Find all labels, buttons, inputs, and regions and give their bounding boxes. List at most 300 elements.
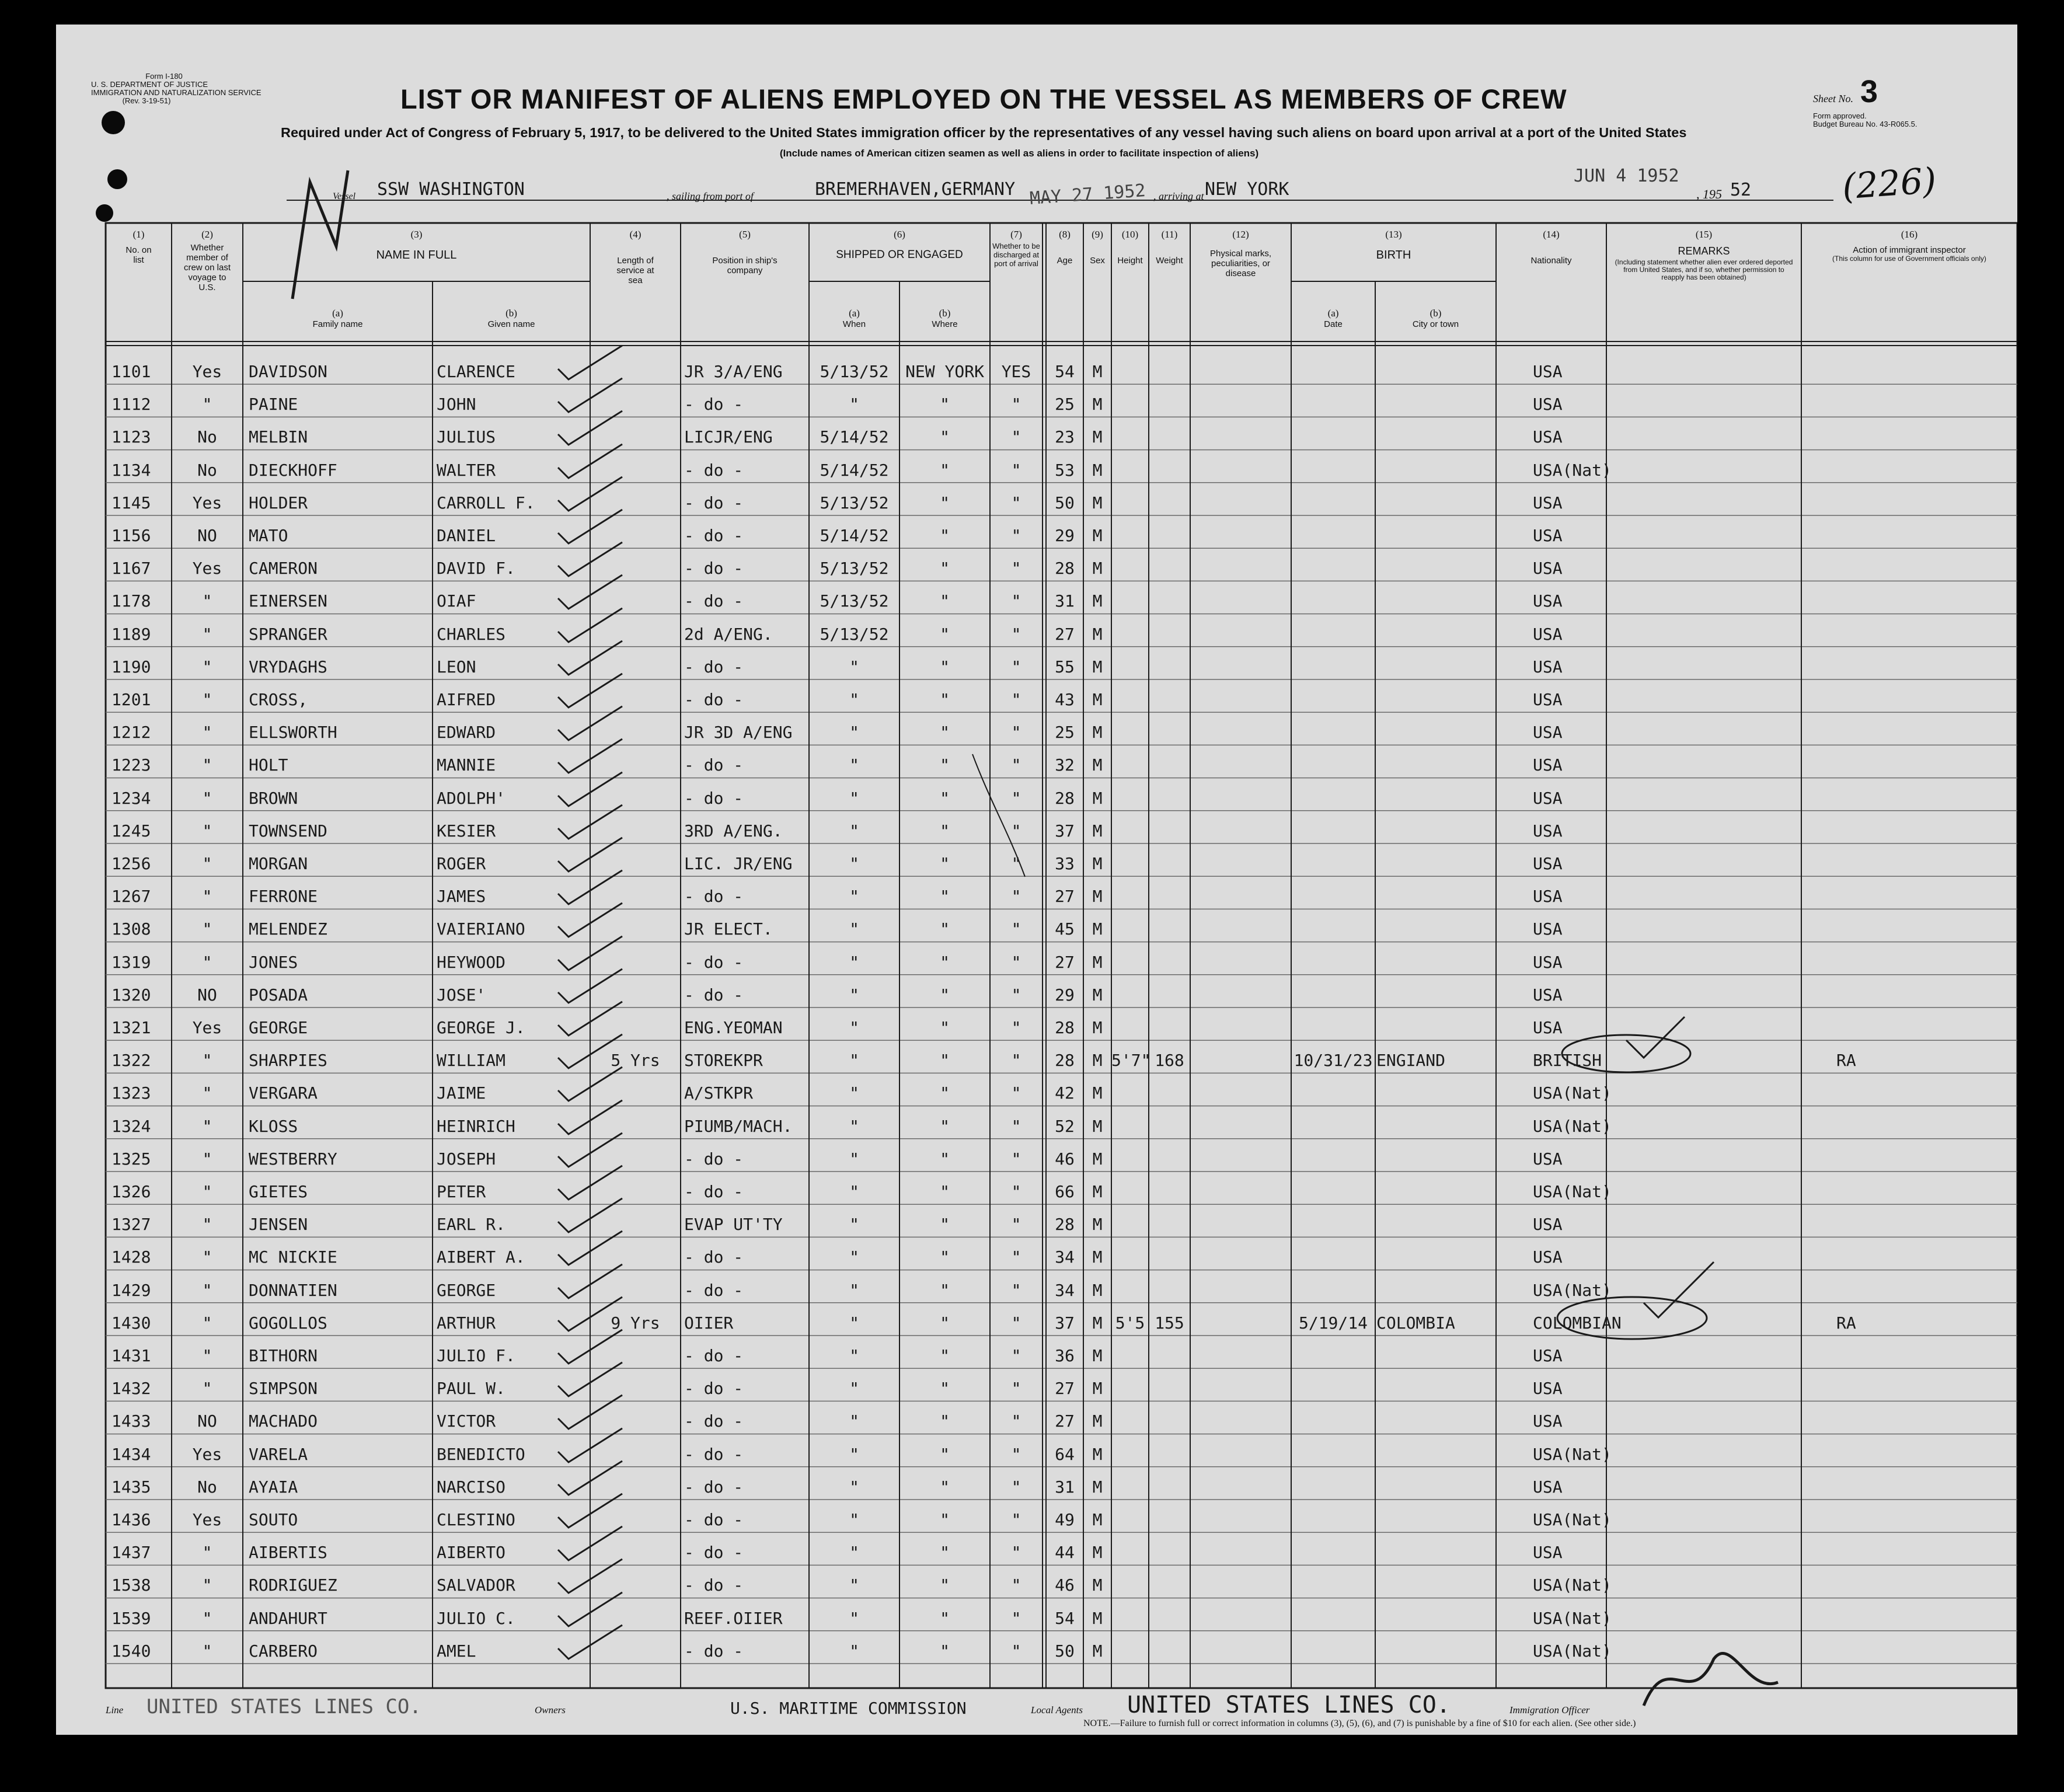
length-of-service: 5 Yrs [611,1051,660,1071]
col-number: (7) [1010,229,1022,240]
prior-voyage: " [202,723,212,742]
table-row [56,1204,2017,1237]
col8-header [1046,229,1083,266]
discharged: " [1011,985,1021,1005]
table-row [56,351,2017,384]
table-row [56,712,2017,745]
discharged: " [1011,1608,1021,1628]
given-name: AMEL [437,1641,476,1661]
sex: M [1092,1575,1103,1595]
table-row [56,548,2017,581]
prior-voyage: Yes [192,1444,222,1464]
table-row [56,1565,2017,1598]
age: 29 [1055,985,1075,1005]
engaged-where: " [940,919,950,939]
check-mark [558,1625,640,1666]
prior-voyage: No [197,460,217,480]
age: 25 [1055,395,1075,414]
form-department: U. S. DEPARTMENT OF JUSTICE [91,80,208,89]
age: 55 [1055,657,1075,677]
col14-header [1496,229,1606,266]
family-name: DIECKHOFF [249,460,337,480]
row-number: 1321 [111,1018,151,1037]
col-sub-number: (a) [332,308,343,319]
engaged-where: " [940,591,950,611]
engaged-when: " [849,1543,859,1563]
col15-header [1606,229,1801,281]
row-number: 1319 [111,952,151,972]
engaged-where: " [940,1083,950,1103]
inspector-action: RA [1836,1051,1856,1071]
table-row [56,1467,2017,1500]
row-number: 1325 [111,1149,151,1169]
row-number: 1433 [111,1411,151,1431]
row-number: 1156 [111,526,151,545]
family-name: CAMERON [249,559,318,578]
height: 5'5 [1115,1313,1145,1333]
given-name: AIBERT A. [437,1247,525,1267]
engaged-when: " [849,1608,859,1628]
engaged-where: " [940,1510,950,1529]
engaged-where: " [940,1411,950,1431]
family-name: MATO [249,526,288,545]
age: 34 [1055,1280,1075,1300]
row-number: 1538 [111,1575,151,1595]
discharged: " [1011,1280,1021,1300]
family-name: VRYDAGHS [249,657,327,677]
discharged: " [1011,1575,1021,1595]
table-row [56,745,2017,778]
birth-date: 10/31/23 [1294,1051,1373,1071]
given-name: OIAF [437,591,476,611]
nationality: USA [1533,887,1563,907]
position: - do - [684,1444,744,1464]
nationality: COLOMBIAN [1533,1313,1622,1333]
sex: M [1092,1510,1103,1529]
family-name: BITHORN [249,1346,318,1365]
prior-voyage: Yes [192,1510,222,1529]
engaged-where: " [940,657,950,677]
family-name: RODRIGUEZ [249,1575,337,1595]
discharged: " [1011,1510,1021,1529]
prior-voyage: NO [197,526,217,545]
nationality: USA [1533,1543,1563,1563]
engaged-when: 5/13/52 [820,559,889,578]
col-number: (4) [629,229,641,240]
table-row [56,384,2017,417]
col-number: (1) [133,229,145,240]
family-name: ELLSWORTH [249,723,337,742]
nationality: USA [1533,1149,1563,1169]
prior-voyage: " [202,1313,212,1333]
sex: M [1092,854,1103,873]
nationality: USA [1533,591,1563,611]
prior-voyage: " [202,1641,212,1661]
prior-voyage: " [202,1215,212,1235]
sheet-label: Sheet No. [1813,93,1853,104]
footer-owners-value: U.S. MARITIME COMMISSION [730,1699,967,1718]
given-name: JOHN [437,395,476,414]
position: LICJR/ENG [684,427,773,447]
prior-voyage: " [202,1346,212,1365]
family-name: MELBIN [249,427,308,447]
sex: M [1092,1018,1103,1037]
table-row [56,1237,2017,1270]
col-sub-label: Where [932,319,958,329]
sex: M [1092,1543,1103,1563]
engaged-where: " [940,1575,950,1595]
engaged-when: " [849,1444,859,1464]
table-row [56,843,2017,876]
age: 46 [1055,1149,1075,1169]
family-name: GEORGE [249,1018,308,1037]
engaged-where: " [940,1543,950,1563]
col6b-header [899,308,990,329]
sex: M [1092,624,1103,644]
prior-voyage: " [202,1051,212,1071]
discharged: " [1011,427,1021,447]
col-sub-label: Family name [312,319,363,329]
sex: M [1092,1083,1103,1103]
sex: M [1092,1280,1103,1300]
family-name: SIMPSON [249,1379,318,1399]
given-name: DAVID F. [437,559,515,578]
discharged: " [1011,1051,1021,1071]
prior-voyage: " [202,690,212,709]
col7-header [990,229,1043,268]
engaged-when: 5/14/52 [820,460,889,480]
year-prefix: , 195 [1696,187,1722,201]
col4-header [590,229,681,285]
port-from: BREMERHAVEN,GERMANY [815,179,1016,200]
given-name: JULIO C. [437,1608,515,1628]
col-number: (6) [894,229,905,240]
given-name: LEON [437,657,476,677]
given-name: VICTOR [437,1411,496,1431]
row-number: 1320 [111,985,151,1005]
table-row [56,942,2017,975]
discharged: " [1011,1018,1021,1037]
position: - do - [684,395,744,414]
row-number: 1256 [111,854,151,873]
engaged-where: " [940,1051,950,1071]
engaged-where: " [940,460,950,480]
nationality: USA [1533,657,1563,677]
prior-voyage: " [202,1280,212,1300]
age: 50 [1055,493,1075,513]
row-number: 1101 [111,362,151,381]
engaged-when: " [849,395,859,414]
given-name: GEORGE J. [437,1018,525,1037]
engaged-where: " [940,526,950,545]
engaged-when: " [849,690,859,709]
sex: M [1092,985,1103,1005]
engaged-where: " [940,854,950,873]
family-name: MELENDEZ [249,919,327,939]
engaged-when: " [849,1313,859,1333]
age: 31 [1055,1477,1075,1497]
sheet-number: 3 [1860,74,1878,109]
include-text: (Include names of American citizen seamen as well as aliens in order to facilitate inspection of aliens) [779,148,1259,159]
given-name: ROGER [437,854,486,873]
nationality: USA [1533,1346,1563,1365]
position: OIIER [684,1313,734,1333]
age: 46 [1055,1575,1075,1595]
engaged-when: " [849,854,859,873]
col-label: Length of service at sea [616,256,654,285]
prior-voyage: " [202,1543,212,1563]
nationality: USA(Nat) [1533,1116,1612,1136]
discharged: " [1011,395,1021,414]
engaged-where: NEW YORK [905,362,984,381]
discharged: " [1011,1346,1021,1365]
given-name: BENEDICTO [437,1444,525,1464]
table-row [56,1106,2017,1139]
engaged-when: " [849,1182,859,1201]
col-number: (10) [1121,229,1139,240]
row-number: 1323 [111,1083,151,1103]
discharged: " [1011,493,1021,513]
position: - do - [684,657,744,677]
row-number: 1189 [111,624,151,644]
given-name: JULIO F. [437,1346,515,1365]
discharged: " [1011,1313,1021,1333]
age: 28 [1055,788,1075,808]
page-title: LIST OR MANIFEST OF ALIENS EMPLOYED ON THE VESSEL AS MEMBERS OF CREW [400,83,1567,114]
row-number: 1134 [111,460,151,480]
table-row [56,515,2017,548]
row-number: 1190 [111,657,151,677]
row-number: 1322 [111,1051,151,1071]
nationality: USA [1533,690,1563,709]
prior-voyage: " [202,1575,212,1595]
table-row [56,1500,2017,1532]
year-suffix: 52 [1730,180,1752,200]
position: - do - [684,985,744,1005]
sex: M [1092,919,1103,939]
col-label: Weight [1156,256,1183,266]
position: - do - [684,690,744,709]
table-row [56,1434,2017,1467]
given-name: WALTER [437,460,496,480]
sex: M [1092,1346,1103,1365]
nationality: USA(Nat) [1533,1510,1612,1529]
row-number: 1327 [111,1215,151,1235]
row-number: 1434 [111,1444,151,1464]
sex: M [1092,1641,1103,1661]
family-name: POSADA [249,985,308,1005]
sex: M [1092,1182,1103,1201]
age: 49 [1055,1510,1075,1529]
position: - do - [684,952,744,972]
table-row [56,1040,2017,1073]
age: 33 [1055,854,1075,873]
engaged-when: " [849,1575,859,1595]
given-name: PETER [437,1182,486,1201]
sex: M [1092,1477,1103,1497]
nationality: USA(Nat) [1533,1182,1612,1201]
table-row [56,1270,2017,1303]
col-sub-number: (a) [849,308,860,319]
col-label: REMARKS [1678,245,1730,257]
engaged-where: " [940,624,950,644]
sex: M [1092,460,1103,480]
discharged: " [1011,887,1021,907]
col6a-header [809,308,899,329]
engaged-where: " [940,1215,950,1235]
engaged-where: " [940,1116,950,1136]
family-name: HOLT [249,755,288,775]
table-row [56,417,2017,449]
age: 28 [1055,1018,1075,1037]
row-number: 1435 [111,1477,151,1497]
row-number: 1245 [111,821,151,841]
age: 52 [1055,1116,1075,1136]
position: - do - [684,493,744,513]
age: 66 [1055,1182,1075,1201]
engaged-when: " [849,1018,859,1037]
family-name: MC NICKIE [249,1247,337,1267]
age: 54 [1055,1608,1075,1628]
age: 45 [1055,919,1075,939]
engaged-where: " [940,427,950,447]
position: - do - [684,591,744,611]
family-name: CARBERO [249,1641,318,1661]
footer-officer-label: Immigration Officer [1509,1704,1590,1716]
given-name: ADOLPH' [437,788,506,808]
table-row [56,1631,2017,1664]
age: 34 [1055,1247,1075,1267]
discharged: " [1011,919,1021,939]
engaged-where: " [940,1149,950,1169]
engaged-when: " [849,887,859,907]
col-sub-label: (Including statement whether alien ever ordered deported from United States, and if so, whether permission to reapply has been obtained) [1615,258,1793,281]
family-name: CROSS, [249,690,308,709]
table-row [56,1007,2017,1040]
col-label: Height [1117,256,1143,266]
sex: M [1092,559,1103,578]
age: 29 [1055,526,1075,545]
col13b-header [1375,308,1496,329]
col-label: Age [1057,256,1073,266]
col-number: (9) [1092,229,1103,240]
table-row [56,778,2017,811]
sailing-label: , sailing from port of [667,190,754,202]
table-row [56,1139,2017,1172]
prior-voyage: " [202,1116,212,1136]
age: 28 [1055,1215,1075,1235]
position: - do - [684,1411,744,1431]
discharged: " [1011,1444,1021,1464]
position: EVAP UT'TY [684,1215,783,1235]
family-name: AIBERTIS [249,1543,327,1563]
sex: M [1092,1116,1103,1136]
table-row [56,1073,2017,1106]
position: 3RD A/ENG. [684,821,783,841]
sex: M [1092,591,1103,611]
position: - do - [684,887,744,907]
col-label: No. on list [125,245,152,265]
col6-header [809,229,990,262]
row-number: 1267 [111,887,151,907]
sex: M [1092,1149,1103,1169]
budget-text: Budget Bureau No. 43-R065.5. [1813,120,1917,128]
family-name: DAVIDSON [249,362,327,381]
col-number: (2) [201,229,213,240]
discharged: " [1011,1411,1021,1431]
engaged-where: " [940,493,950,513]
position: - do - [684,1641,744,1661]
position: 2d A/ENG. [684,624,773,644]
sex: M [1092,1313,1103,1333]
given-name: GEORGE [437,1280,496,1300]
given-name: JAMES [437,887,486,907]
given-name: KESIER [437,821,496,841]
given-name: JOSE' [437,985,486,1005]
age: 23 [1055,427,1075,447]
sex: M [1092,788,1103,808]
nationality: USA [1533,526,1563,545]
prior-voyage: NO [197,985,217,1005]
family-name: HOLDER [249,493,308,513]
given-name: CLESTINO [437,1510,515,1529]
discharged: " [1011,1247,1021,1267]
nationality: USA [1533,854,1563,873]
engaged-where: " [940,821,950,841]
discharged: " [1011,657,1021,677]
height: 5'7" [1111,1051,1151,1071]
family-name: EINERSEN [249,591,327,611]
engaged-when: " [849,1051,859,1071]
row-number: 1430 [111,1313,151,1333]
discharged: " [1011,591,1021,611]
given-name: AIBERTO [437,1543,506,1563]
footer-agents-label: Local Agents [1031,1704,1083,1716]
col-label: SHIPPED OR ENGAGED [836,249,963,261]
birth-city: ENGIAND [1376,1051,1446,1071]
prior-voyage: " [202,1379,212,1399]
form-revision: (Rev. 3-19-51) [122,96,171,105]
table-row [56,1532,2017,1565]
col-number: (8) [1059,229,1071,240]
discharged: " [1011,1083,1021,1103]
sex: M [1092,526,1103,545]
engaged-when: " [849,919,859,939]
engaged-when: " [849,657,859,677]
prior-voyage: " [202,854,212,873]
engaged-when: " [849,1116,859,1136]
table-row [56,483,2017,515]
nationality: USA [1533,1018,1563,1037]
engaged-where: " [940,788,950,808]
col12-header [1190,229,1291,278]
age: 28 [1055,559,1075,578]
position: - do - [684,755,744,775]
age: 27 [1055,887,1075,907]
prior-voyage: Yes [192,362,222,381]
sex: M [1092,1411,1103,1431]
position: LIC. JR/ENG [684,854,793,873]
engaged-where: " [940,395,950,414]
engaged-where: " [940,1280,950,1300]
col-sub-number: (b) [505,308,517,319]
discharged: " [1011,1149,1021,1169]
engaged-where: " [940,1477,950,1497]
given-name: HEYWOOD [437,952,506,972]
prior-voyage: " [202,624,212,644]
sex: M [1092,887,1103,907]
engaged-where: " [940,985,950,1005]
